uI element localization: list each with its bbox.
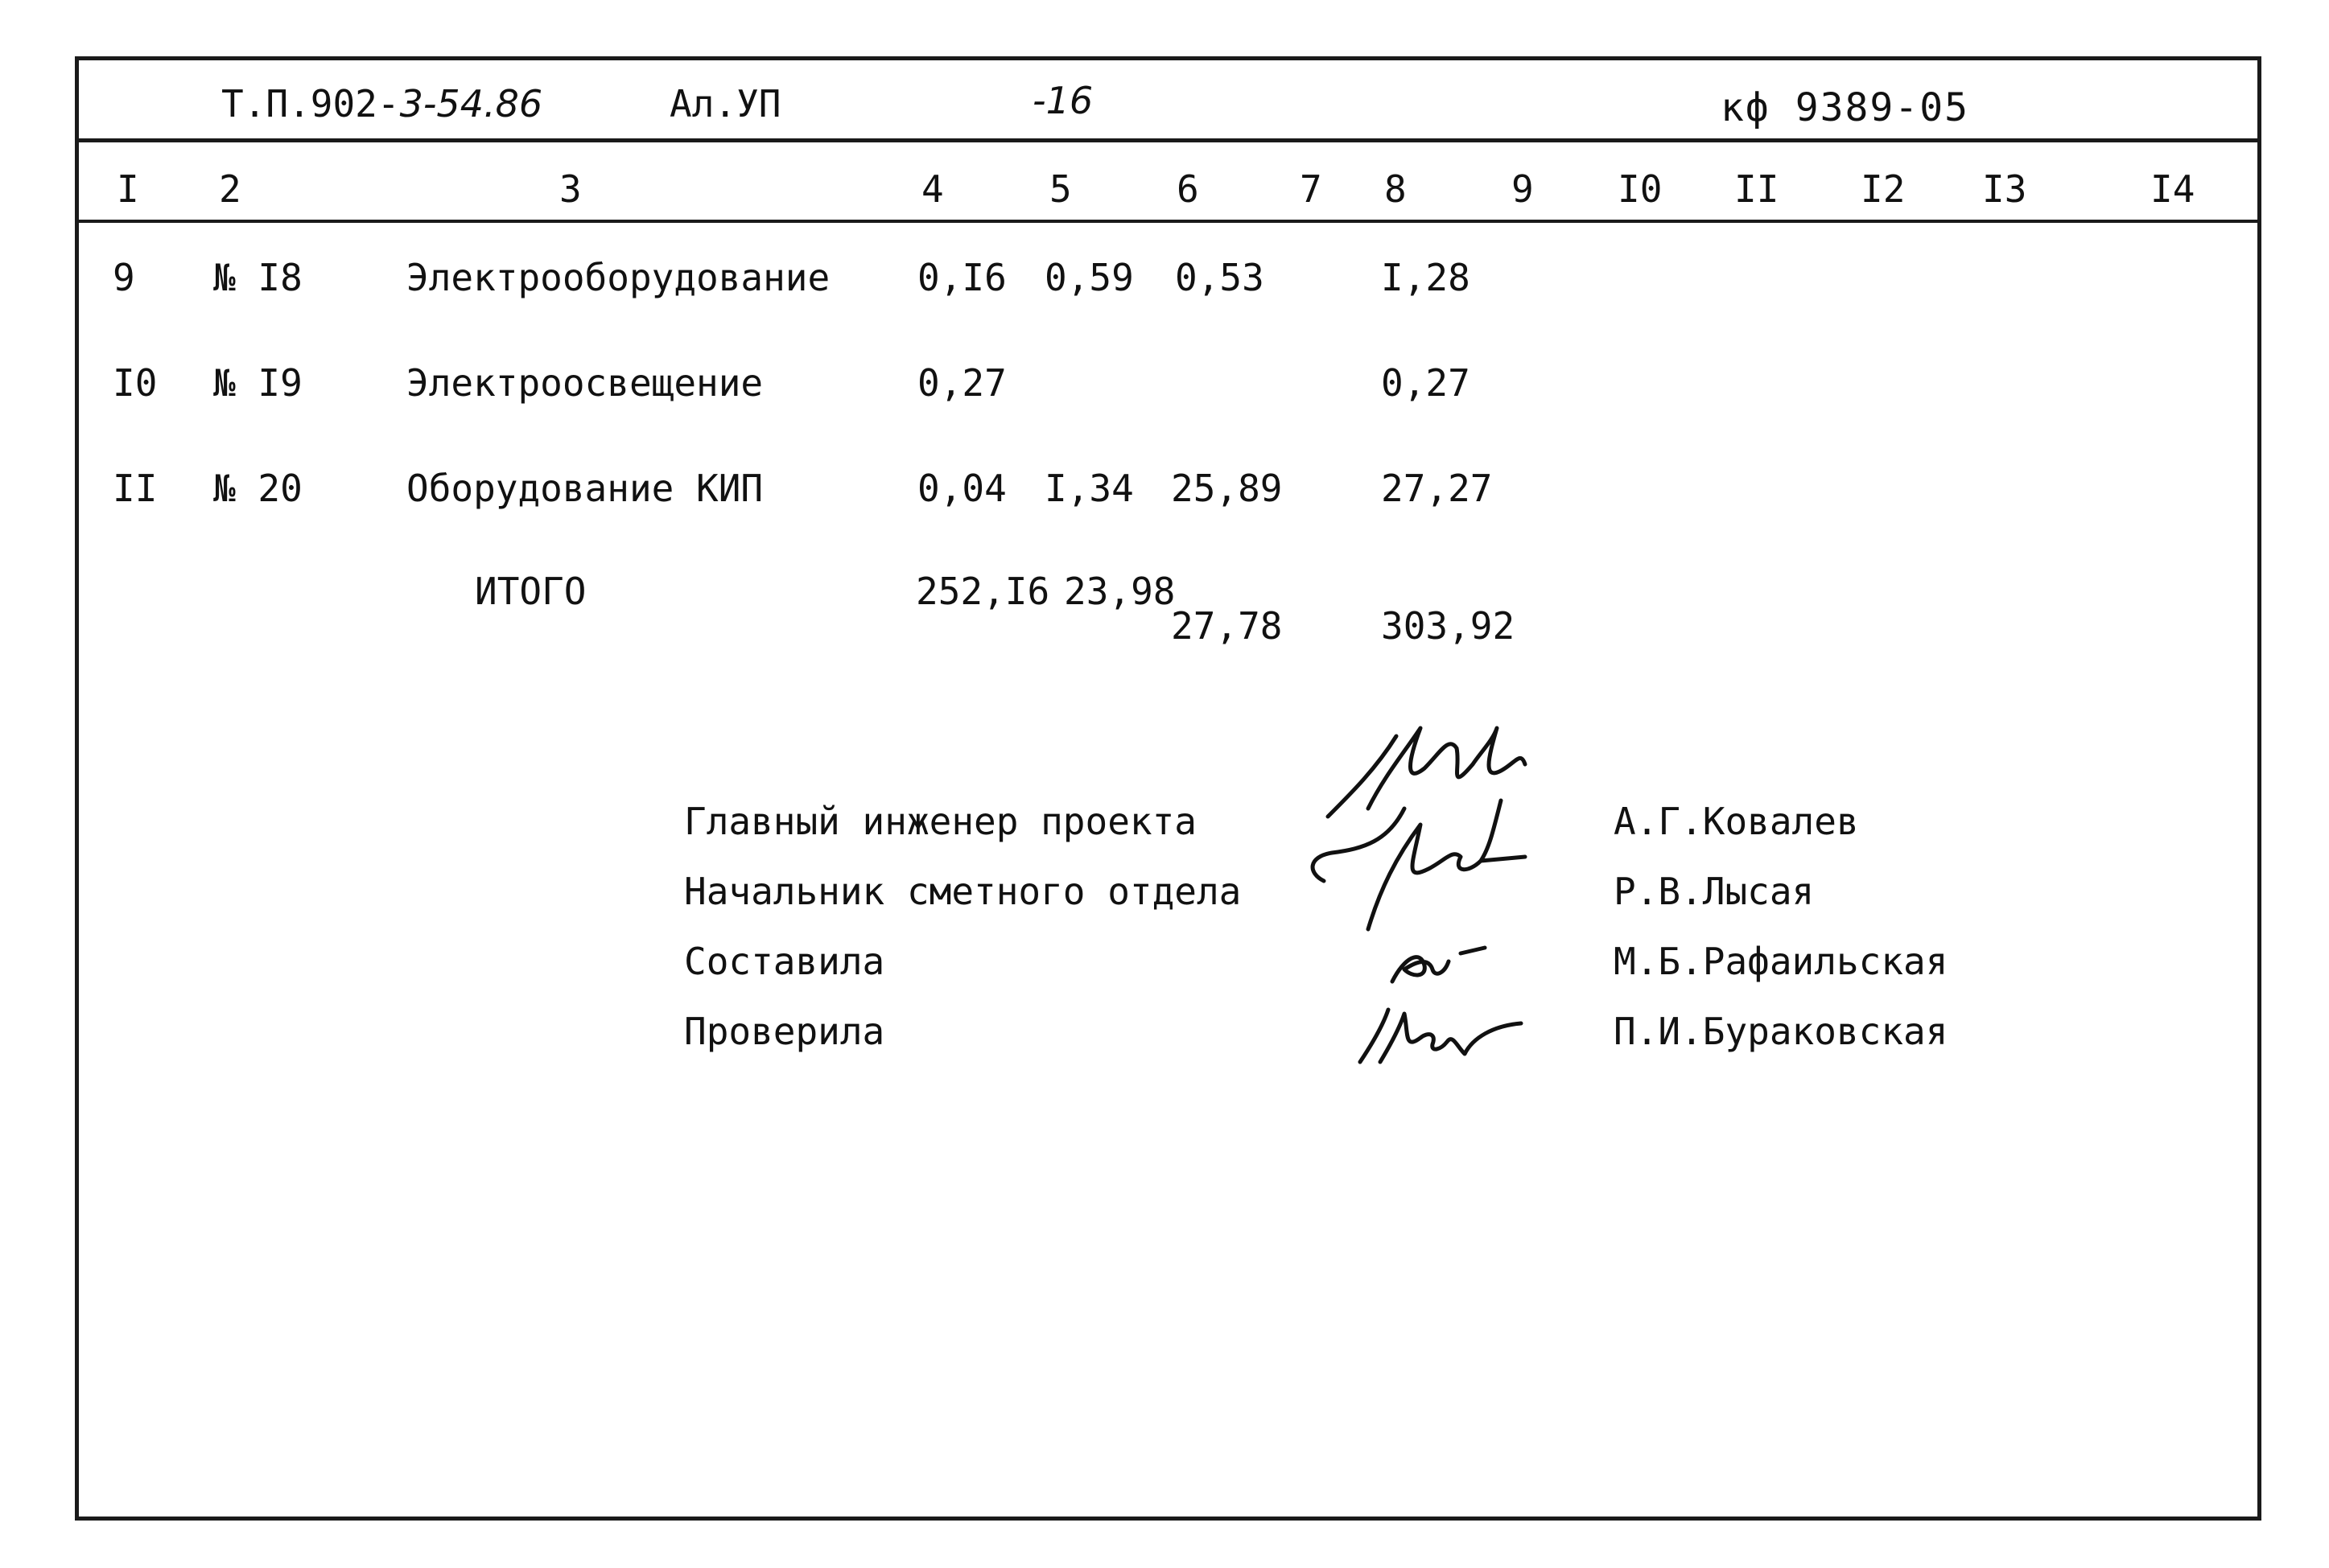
col-header-3: 3 (559, 167, 582, 211)
row-col8: 0,27 (1381, 361, 1470, 405)
col-header-11: II (1734, 167, 1779, 211)
col-header-5: 5 (1049, 167, 1072, 211)
row-col5: I,34 (1045, 467, 1134, 510)
col-header-13: I3 (1982, 167, 2027, 211)
total-col8: 303,92 (1381, 604, 1515, 648)
row-number: I0 (113, 361, 158, 405)
total-col4: 252,I6 (916, 570, 1050, 613)
col-header-1: I (117, 167, 139, 211)
row-ref: № I8 (213, 256, 303, 299)
archive-code: кф 9389-05 (1721, 85, 1969, 130)
doc-code-prefix: Т.П.902- (221, 82, 400, 126)
signer-name: А.Г.Ковалев (1614, 800, 1859, 843)
row-col5: 0,59 (1045, 256, 1134, 299)
signer-name: М.Б.Рафаильская (1614, 940, 1948, 983)
signer-role: Проверила (684, 1010, 885, 1053)
signature-estimate-dept-head (1292, 792, 1533, 937)
signature-compiled-by (1380, 933, 1493, 990)
col-header-4: 4 (921, 167, 944, 211)
signature-checked-by (1352, 998, 1529, 1070)
signer-name: Р.В.Лысая (1614, 870, 1815, 913)
row-name: Электроосвещение (406, 361, 764, 405)
total-col5: 23,98 (1064, 570, 1176, 613)
col-header-10: I0 (1618, 167, 1663, 211)
col-header-6: 6 (1177, 167, 1199, 211)
row-name: Электрооборудование (406, 256, 831, 299)
signer-role: Составила (684, 940, 885, 983)
row-col6: 0,53 (1175, 256, 1264, 299)
page-number: -16 (1033, 79, 1094, 122)
signer-name: П.И.Бураковская (1614, 1010, 1948, 1053)
doc-code-handwritten: 3-54.86 (399, 82, 543, 126)
document-frame (75, 56, 2261, 1521)
total-label: ИТОГО (475, 570, 587, 613)
col-header-12: I2 (1861, 167, 1906, 211)
total-col6: 27,78 (1171, 604, 1283, 648)
signer-role: Начальник сметного отдела (684, 870, 1242, 913)
col-header-9: 9 (1511, 167, 1534, 211)
col-header-8: 8 (1384, 167, 1407, 211)
col-header-7: 7 (1300, 167, 1322, 211)
doc-code (221, 82, 543, 126)
row-number: 9 (113, 256, 135, 299)
header-divider (75, 138, 2261, 142)
row-name: Оборудование КИП (406, 467, 764, 510)
column-header-divider (75, 220, 2261, 223)
row-ref: № I9 (213, 361, 303, 405)
album-label: Ал.УП (670, 82, 781, 126)
col-header-2: 2 (219, 167, 241, 211)
row-number: II (113, 467, 158, 510)
row-col4: 0,04 (917, 467, 1007, 510)
row-col6: 25,89 (1171, 467, 1283, 510)
row-col4: 0,27 (917, 361, 1007, 405)
signer-role: Главный инженер проекта (684, 800, 1197, 843)
row-col4: 0,I6 (917, 256, 1007, 299)
row-ref: № 20 (213, 467, 303, 510)
row-col8: I,28 (1381, 256, 1470, 299)
col-header-14: I4 (2150, 167, 2195, 211)
row-col8: 27,27 (1381, 467, 1493, 510)
